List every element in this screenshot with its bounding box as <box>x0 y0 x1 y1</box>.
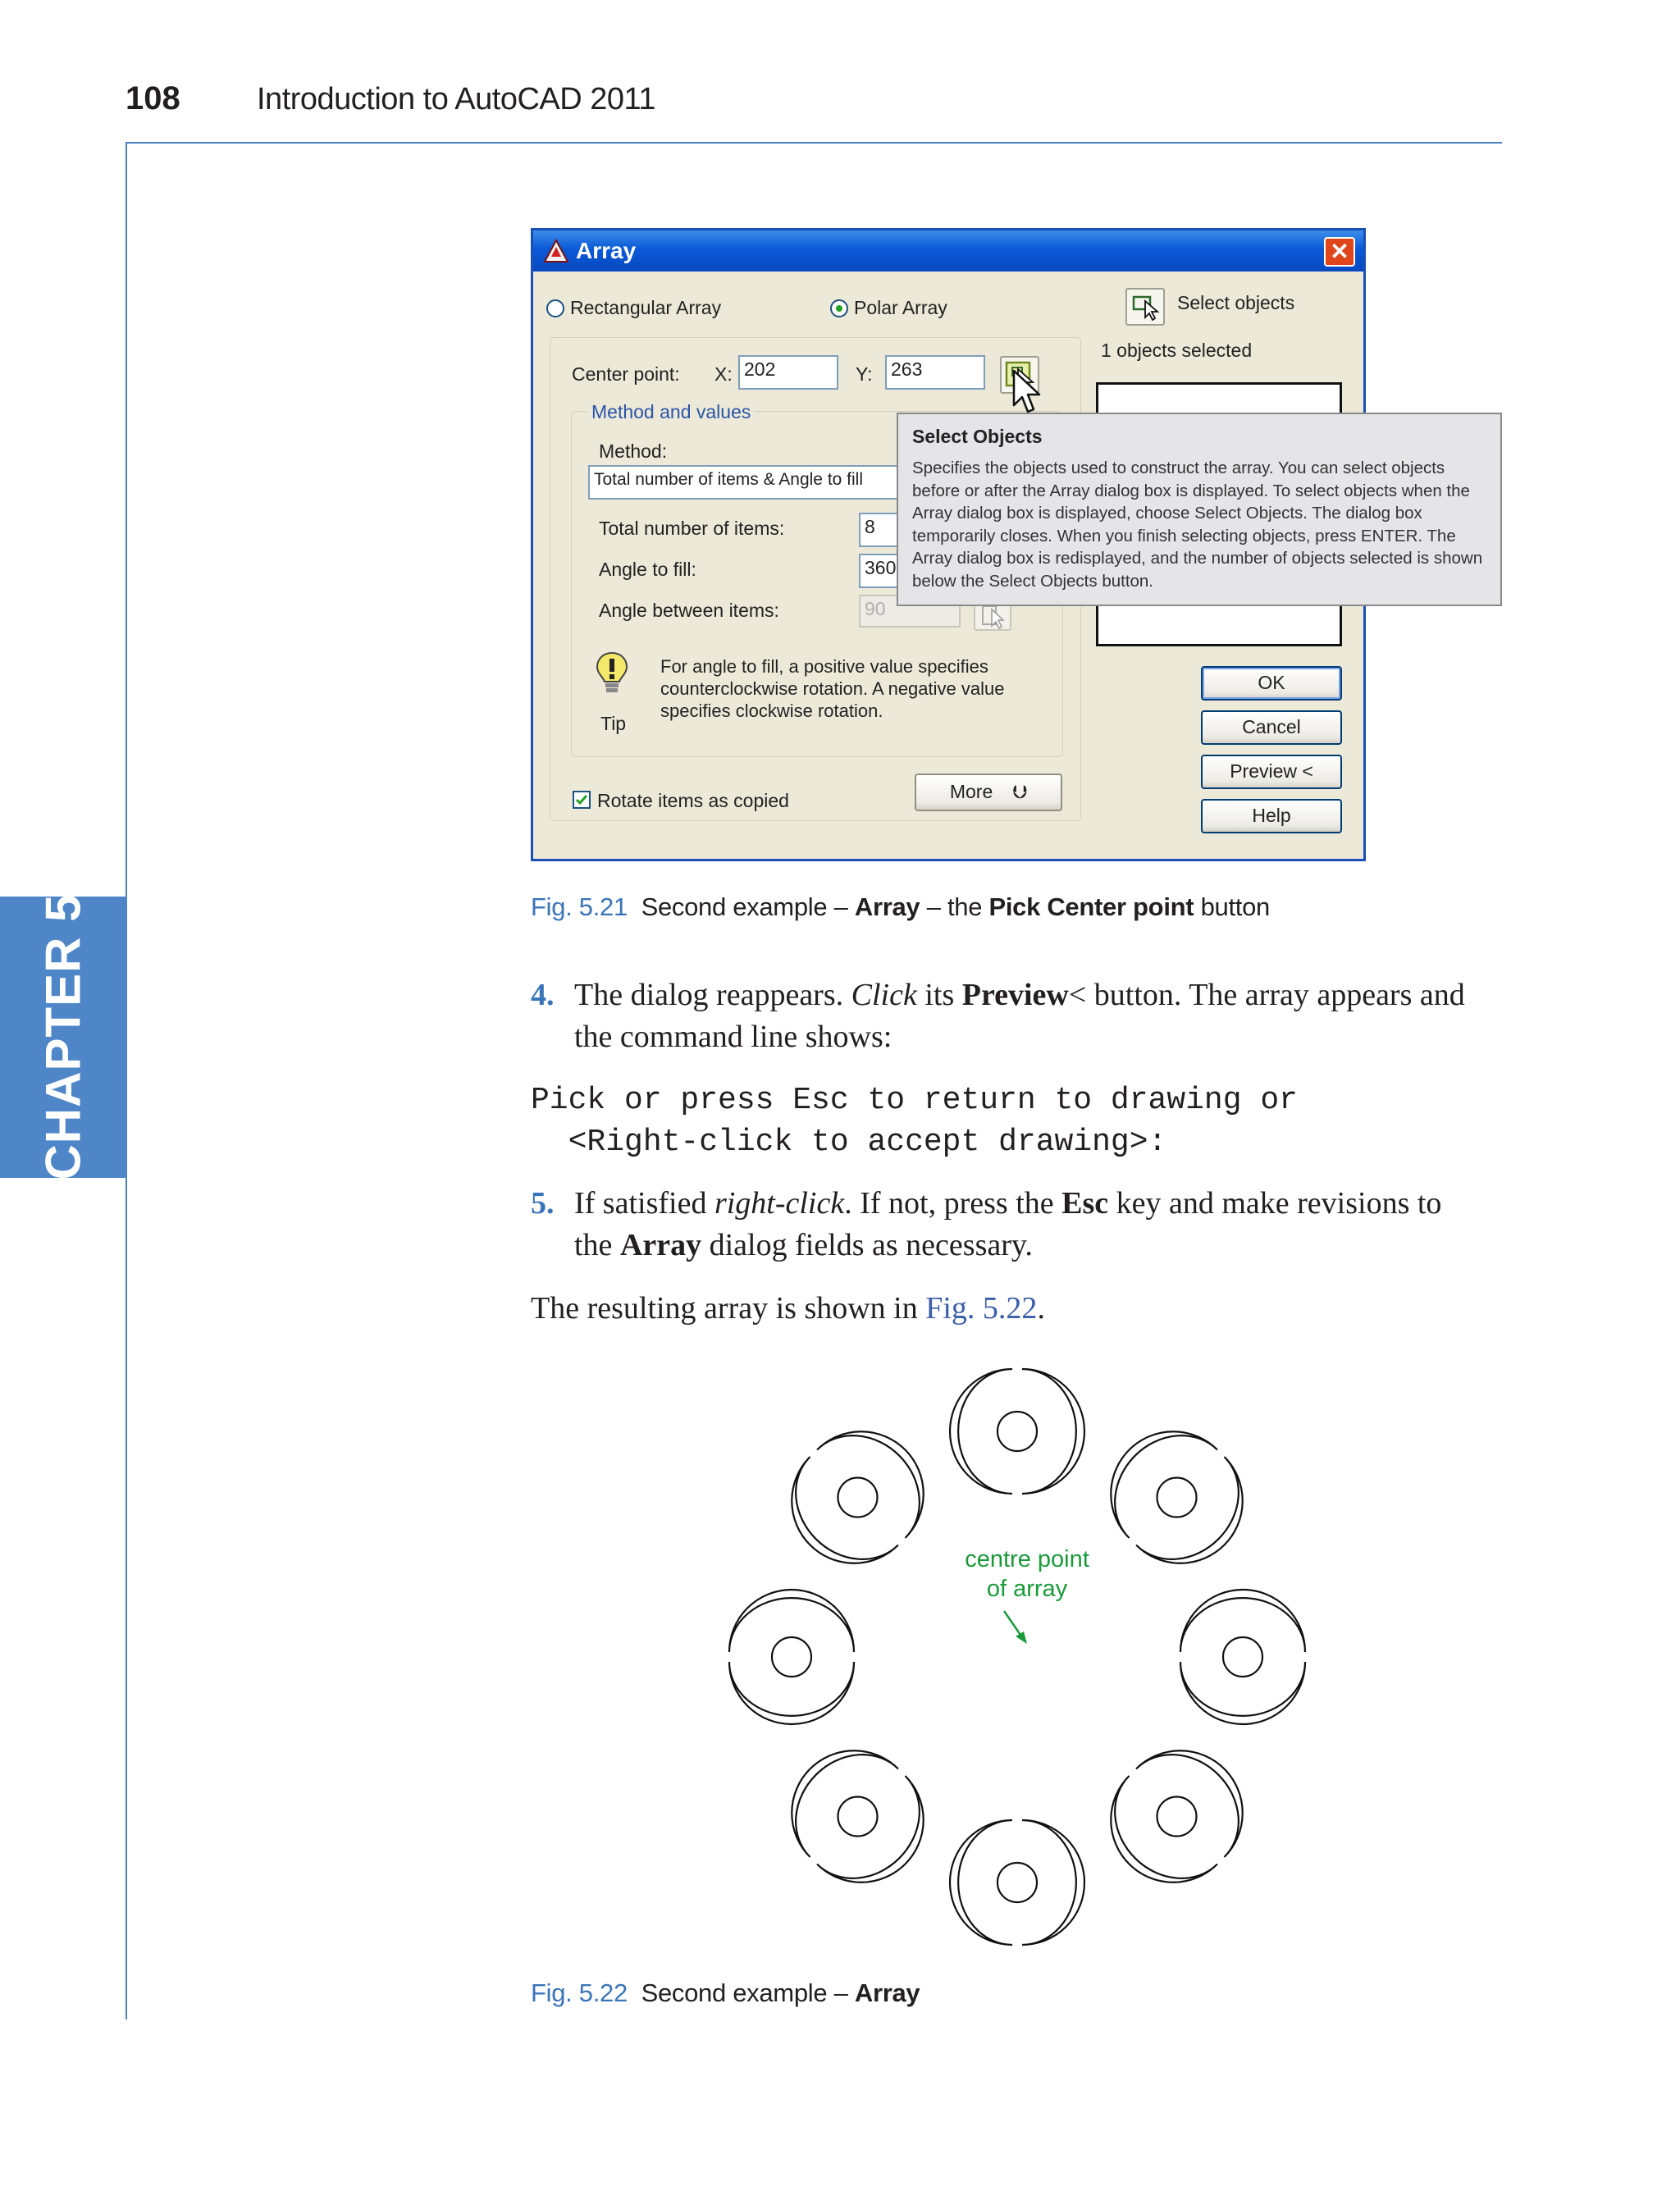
step-4-text <box>574 974 1485 1058</box>
text-run: Preview <box>961 978 1069 1012</box>
autocad-app-icon <box>543 239 569 263</box>
tooltip-body: Specifies the objects used to construct the array. You can select objects before or after the Array dialog box is displayed. To select objects when the Array dialog box is displayed, choose Select Objects. The dialog box temporarily closes. When you finish selecting objects, press ENTER. The Array dialog box is redisplayed, and the number of objects selected is shown below the Select Objects button. <box>912 459 1483 591</box>
rectangular-array-label: Rectangular Array <box>570 297 722 318</box>
page-number: 108 <box>126 80 180 116</box>
step-number: 5. <box>531 1186 555 1221</box>
select-objects-label: Select objects <box>1177 292 1295 313</box>
command-line-1: Pick or press Esc to return to drawing or <box>531 1083 1298 1118</box>
step-5-number <box>531 1183 580 1225</box>
array-item <box>729 1590 854 1724</box>
text-run: dialog fields as necessary. <box>701 1228 1033 1262</box>
dialog-title: Array <box>576 238 637 263</box>
text-run: right-click <box>714 1186 845 1221</box>
annotation-line-1: centre point <box>965 1546 1089 1572</box>
rotate-items-checkbox[interactable] <box>573 791 591 809</box>
text-run: The dialog reappears. <box>574 978 851 1012</box>
figure-number: Fig. 5.22 <box>531 1978 628 2007</box>
angle-fill-input[interactable]: 360 <box>859 554 916 588</box>
tooltip-title: Select Objects <box>912 426 1043 447</box>
step-5-text <box>574 1183 1485 1266</box>
chevron-down-icon: ⮋ <box>1012 781 1028 802</box>
method-label: Method: <box>599 440 668 462</box>
caption-bold: Pick Center point <box>988 892 1194 921</box>
caption-text: Second example – <box>641 1978 855 2007</box>
annotation-arrow-icon <box>999 1608 1032 1649</box>
array-item <box>766 1406 949 1589</box>
caption-text: Second example – <box>641 892 855 921</box>
checkmark-icon <box>574 792 589 807</box>
help-button[interactable]: Help <box>1201 799 1342 833</box>
annotation-line-2: of array <box>986 1576 1068 1602</box>
header-rule <box>126 142 1502 144</box>
text-run: Array <box>619 1228 702 1262</box>
figure-number: Fig. 5.21 <box>531 892 628 921</box>
tip-label: Tip <box>600 713 627 734</box>
angle-fill-label: Angle to fill: <box>599 559 696 580</box>
total-items-input[interactable]: 8 <box>859 513 916 547</box>
array-item <box>1085 1406 1268 1589</box>
running-title: Introduction to AutoCAD 2011 <box>257 82 655 116</box>
close-button[interactable]: ✕ <box>1324 237 1355 267</box>
command-line-2: <Right-click to accept drawing>: <box>531 1125 1167 1160</box>
text-run: < button. The array appears and the command line shows: <box>574 978 1465 1054</box>
step-number: 4. <box>531 978 555 1012</box>
caption-bold: Array <box>854 1978 920 2007</box>
step-4-number <box>531 974 580 1016</box>
text-run: If satisfied <box>574 1186 714 1221</box>
dialog-titlebar <box>533 230 1363 272</box>
text-run: Esc <box>1061 1186 1109 1221</box>
text-run: The resulting array is shown in <box>531 1291 926 1326</box>
result-paragraph <box>531 1288 1045 1330</box>
polar-array-drawing <box>722 1362 1312 1952</box>
caption-text: – the <box>920 892 989 921</box>
more-button[interactable] <box>915 774 1062 811</box>
angle-between-label: Angle between items: <box>599 600 779 621</box>
array-item <box>1180 1590 1305 1724</box>
text-run: Click <box>851 978 917 1012</box>
cancel-button[interactable]: Cancel <box>1201 710 1342 745</box>
method-dropdown[interactable]: Total number of items & Angle to fill <box>588 465 900 500</box>
center-point-label: Center point: <box>572 363 680 385</box>
rectangular-array-radio[interactable] <box>546 299 564 317</box>
angle-between-input: 90 <box>859 595 961 628</box>
text-run: . <box>1037 1291 1045 1326</box>
figure-caption-5-21 <box>531 892 1270 922</box>
array-item <box>766 1725 949 1908</box>
select-objects-tooltip <box>897 413 1502 606</box>
array-item <box>1085 1725 1268 1908</box>
mouse-cursor-icon <box>1011 367 1043 417</box>
array-item <box>950 1820 1084 1945</box>
method-group-label: Method and values <box>587 401 755 423</box>
tip-lightbulb-icon <box>594 650 630 696</box>
text-run: key and make revisions to the <box>574 1186 1442 1262</box>
polar-array-label: Polar Array <box>854 297 947 318</box>
array-item <box>950 1369 1084 1494</box>
caption-bold: Array <box>854 892 920 921</box>
tip-text: For angle to fill, a positive value specifies counterclockwise rotation. A negative value specifies clockwise rotation. <box>660 656 1005 721</box>
centre-point-annotation <box>953 1545 1101 1604</box>
y-label: Y: <box>856 363 873 385</box>
objects-selected-count: 1 objects selected <box>1101 340 1253 361</box>
array-items <box>729 1369 1305 1945</box>
more-label: More <box>949 781 993 802</box>
preview-button[interactable]: Preview < <box>1201 755 1342 789</box>
select-objects-button[interactable] <box>1125 288 1165 326</box>
center-x-input[interactable]: 202 <box>738 355 838 390</box>
rotate-items-label: Rotate items as copied <box>597 790 789 811</box>
figure-link[interactable]: Fig. 5.22 <box>925 1291 1038 1326</box>
total-items-label: Total number of items: <box>599 518 785 539</box>
text-run: its <box>916 978 962 1012</box>
figure-caption-5-22 <box>531 1978 920 2008</box>
ok-button[interactable]: OK <box>1201 666 1342 701</box>
x-label: X: <box>714 363 733 385</box>
center-y-input[interactable]: 263 <box>885 355 985 390</box>
caption-text: button <box>1194 892 1270 921</box>
chapter-tab-label: CHAPTER 5 <box>35 893 91 1180</box>
select-objects-icon <box>1127 290 1163 324</box>
polar-array-radio[interactable] <box>830 299 848 317</box>
text-run: . If not, press the <box>844 1186 1062 1221</box>
